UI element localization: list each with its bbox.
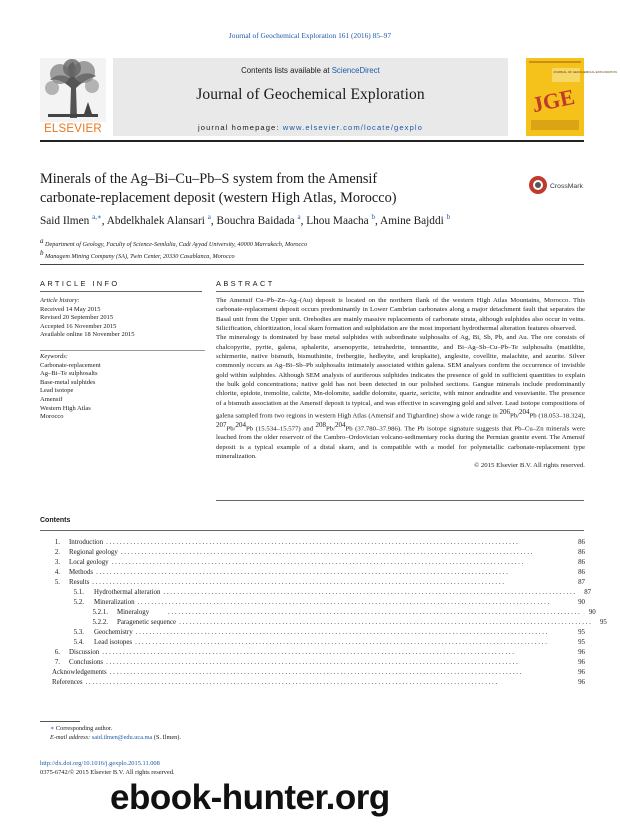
toc-row[interactable] [40, 638, 585, 648]
toc-page: 86 [578, 559, 585, 566]
toc-row[interactable] [40, 658, 585, 668]
toc-leader-dots: . . . . . . . . . . . . . . . . . . . . . . . . . . . . . . . . . . . . . . . . . . . . . . . . . . . . . . . . . . . . . . . . . . . . . . . . . . . . . . . . . . . . . . . . . . . . . . . . . . . . . . . . . . . . . . . . . . . . . . . . [135, 639, 547, 646]
toc-row[interactable] [40, 548, 585, 558]
toc-title: Results [69, 579, 90, 586]
author-affil-sup[interactable]: a [297, 213, 301, 221]
toc-row[interactable] [40, 598, 585, 608]
keywords [40, 350, 205, 422]
article-title-line2: carbonate-replacement deposit (western High Atlas, Morocco) [40, 189, 397, 206]
toc-row[interactable] [40, 578, 585, 588]
author: Bouchra Baidada $^a$, [216, 213, 304, 227]
toc-row[interactable] [40, 648, 585, 658]
toc-row[interactable] [40, 618, 607, 628]
toc-title: Hydrothermal alteration [94, 589, 161, 596]
toc-leader-dots: . . . . . . . . . . . . . . . . . . . . . . . . . . . . . . . . . . . . . . . . . . . . . . . . . . . . . . . . . . . . . . . . . . . . . . . . . . . . . . . . . . . . . . . . . . . . . . . . . . . . . . . . . . . . . . . . . . . . . . . . [109, 669, 522, 676]
article-title-line1: Minerals of the Ag–Bi–Cu–Pb–S system from the Amensif [40, 171, 378, 187]
toc-title: Geochemistry [94, 629, 133, 636]
header-rule [40, 140, 584, 142]
toc-page: 95 [599, 619, 607, 626]
toc-page: 86 [578, 569, 585, 576]
abstract-paragraph-1: The Amensif Cu–Pb–Zn–Ag–(Au) deposit is located on the northern flank of the western High Atlas Mountains, Morocco. This carbonate-replacement deposit occurs predominantly in Lower Cambrian carbonates along a major detachment fault that separates the Basal unit from the Upper unit. Orebodies are mainly massive replacements of carbonate strata, although sulphides also occur in veins. Silicification, chloritization, local skarn formation and sulphidation are the most important hydrothermal alteration features observed. [216, 297, 585, 333]
author: Said Ilmen $^{a,∗}$, [40, 213, 105, 227]
toc-leader-dots: . . . . . . . . . . . . . . . . . . . . . . . . . . . . . . . . . . . . . . . . . . . . . . . . . . . . . . . . . . . . . . . . . . . . . . . . . . . . . . . . . . . . . . . . . . . . . . . . . . . . . . . . . . . . . . . . . . . . . . . . [106, 659, 518, 666]
keyword: Lead isotope [40, 387, 74, 395]
keyword: Morocco [40, 413, 64, 421]
affiliation-a: $^a$ Department of Geology, Faculty of Science-Semlalia, Cadi Ayyad University, 40000 Marrakech, Morocco [40, 237, 308, 249]
toc-number: 5.4. [73, 639, 84, 646]
footnote-marker: ∗ [50, 725, 55, 732]
toc-leader-dots: . . . . . . . . . . . . . . . . . . . . . . . . . . . . . . . . . . . . . . . . . . . . . . . . . . . . . . . . . . . . . . . . . . . . . . . . . . . . . . . . . . . . . . . . . . . . . . . . . . . . . . . . . . . . . . . . . . . . . . . . [168, 609, 580, 616]
abstract-body [216, 296, 585, 471]
contents-rule [40, 530, 584, 531]
toc-row[interactable] [40, 628, 585, 638]
email-link[interactable]: said.ilmen@edu.uca.ma [91, 734, 153, 741]
elsevier-tree-icon [40, 58, 106, 122]
author-affil-sup[interactable]: a [207, 213, 211, 221]
toc-page: 95 [578, 639, 585, 646]
issn-line: 0375-6742/© 2015 Elsevier B.V. All rights reserved. [40, 768, 175, 776]
elsevier-wordmark: ELSEVIER [44, 123, 102, 135]
toc-leader-dots: . . . . . . . . . . . . . . . . . . . . . . . . . . . . . . . . . . . . . . . . . . . . . . . . . . . . . . . . . . . . . . . . . . . . . . . . . . . . . . . . . . . . . . . . . . . . . . . . . . . . . . . . . . . . . . . . . . . . . . . . [106, 539, 518, 546]
elsevier-logo[interactable] [40, 58, 106, 140]
author: Abdelkhalek Alansari $^a$, [106, 213, 214, 227]
article-info-rule [40, 291, 202, 292]
toc-page: 87 [578, 579, 585, 586]
toc-title: Introduction [69, 539, 104, 546]
doi-block [40, 760, 175, 778]
cover-mark: JGE [529, 83, 577, 118]
toc-title: Paragenetic sequence [117, 619, 177, 626]
toc-page: 90 [588, 609, 596, 616]
journal-title: Journal of Geochemical Exploration [196, 86, 425, 103]
author-affil-sup[interactable]: b [446, 213, 451, 221]
toc-number: 5.2. [73, 599, 84, 606]
toc-title: Conclusions [69, 659, 104, 666]
keywords-label: Keywords: [40, 353, 68, 360]
homepage-link[interactable]: www.elsevier.com/locate/gexplo [282, 123, 424, 132]
toc-leader-dots: . . . . . . . . . . . . . . . . . . . . . . . . . . . . . . . . . . . . . . . . . . . . . . . . . . . . . . . . . . . . . . . . . . . . . . . . . . . . . . . . . . . . . . . . . . . . . . . . . . . . . . . . . . . . . . . . . . . . . . . . [96, 569, 508, 576]
toc-number: 6. [54, 649, 60, 656]
affiliations [40, 237, 580, 261]
journal-homepage-line [113, 123, 508, 132]
toc-leader-dots: . . . . . . . . . . . . . . . . . . . . . . . . . . . . . . . . . . . . . . . . . . . . . . . . . . . . . . . . . . . . . . . . . . . . . . . . . . . . . . . . . . . . . . . . . . . . . . . . . . . . . . . . . . . . . . . . . . . . . . . . [120, 549, 533, 556]
watermark: ebook-hunter.org [110, 778, 390, 817]
toc-leader-dots: . . . . . . . . . . . . . . . . . . . . . . . . . . . . . . . . . . . . . . . . . . . . . . . . . . . . . . . . . . . . . . . . . . . . . . . . . . . . . . . . . . . . . . . . . . . . . . . . . . . . . . . . . . . . . . . . . . . . . . . . [179, 619, 591, 626]
abstract-heading: ABSTRACT [216, 279, 275, 288]
email-note: E-mail address: said.ilmen@edu.uca.ma (S. Ilmen). [50, 734, 181, 741]
toc-page: 96 [578, 659, 585, 666]
toc-title: Local geology [69, 559, 109, 566]
toc-number: 4. [54, 569, 60, 576]
table-of-contents [40, 538, 607, 688]
toc-number: 5.3. [73, 629, 84, 636]
toc-leader-dots: . . . . . . . . . . . . . . . . . . . . . . . . . . . . . . . . . . . . . . . . . . . . . . . . . . . . . . . . . . . . . . . . . . . . . . . . . . . . . . . . . . . . . . . . . . . . . . . . . . . . . . . . . . . . . . . . . . . . . . . . [92, 579, 505, 586]
toc-number: 5.2.1. [92, 609, 108, 616]
author-list [40, 213, 580, 227]
toc-page: 86 [578, 549, 585, 556]
contents-available-line [113, 66, 508, 75]
toc-row[interactable] [40, 608, 596, 618]
contents-heading: Contents [40, 517, 71, 524]
toc-leader-dots: . . . . . . . . . . . . . . . . . . . . . . . . . . . . . . . . . . . . . . . . . . . . . . . . . . . . . . . . . . . . . . . . . . . . . . . . . . . . . . . . . . . . . . . . . . . . . . . . . . . . . . . . . . . . . . . . . . . . . . . . [102, 649, 514, 656]
keyword: Amensif [40, 395, 63, 403]
toc-leader-dots: . . . . . . . . . . . . . . . . . . . . . . . . . . . . . . . . . . . . . . . . . . . . . . . . . . . . . . . . . . . . . . . . . . . . . . . . . . . . . . . . . . . . . . . . . . . . . . . . . . . . . . . . . . . . . . . . . . . . . . . . [135, 629, 548, 636]
footnote-rule [40, 721, 80, 722]
abstract-bottom-rule [216, 500, 584, 501]
toc-number: 3. [54, 559, 60, 566]
toc-number: 1. [54, 539, 60, 546]
toc-page: 87 [584, 589, 592, 596]
sciencedirect-link[interactable]: ScienceDirect [331, 66, 380, 75]
article-history [40, 297, 205, 340]
toc-title: Methods [69, 569, 94, 576]
toc-number: 2. [54, 549, 60, 556]
toc-title: Mineralogy [117, 609, 150, 616]
article-title [40, 170, 490, 207]
toc-row[interactable] [40, 568, 585, 578]
doi-link[interactable]: http://dx.doi.org/10.1016/j.gexplo.2015.11.008 [40, 760, 160, 767]
author-affil-sup[interactable]: a, [92, 213, 97, 221]
author: Amine Bajddi $^b$ [380, 213, 451, 227]
toc-row[interactable] [40, 558, 585, 568]
toc-title: References [52, 679, 83, 686]
article-info-heading: ARTICLE INFO [40, 279, 120, 288]
crossmark-icon [528, 174, 588, 196]
toc-row[interactable] [40, 588, 592, 598]
toc-page: 96 [578, 669, 585, 676]
crossmark-label: CrossMark [550, 183, 583, 190]
toc-number: 7. [54, 659, 60, 666]
toc-page: 95 [578, 629, 585, 636]
toc-leader-dots: . . . . . . . . . . . . . . . . . . . . . . . . . . . . . . . . . . . . . . . . . . . . . . . . . . . . . . . . . . . . . . . . . . . . . . . . . . . . . . . . . . . . . . . . . . . . . . . . . . . . . . . . . . . . . . . . . . . . . . . . [163, 589, 576, 596]
author: Lhou Maacha $^b$, [306, 213, 378, 227]
affiliation-b: $^b$ Managem Mining Company (SA), Twin Center, 20330 Casablanca, Morocco [40, 249, 235, 261]
corresponding-author-note: ∗ Corresponding author. [50, 725, 113, 732]
toc-number: 5. [54, 579, 60, 586]
journal-reference[interactable]: Journal of Geochemical Exploration 161 (2016) 85–97 [228, 31, 392, 40]
history-received: Received 14 May 2015 [40, 305, 101, 313]
abstract-rule [216, 291, 584, 292]
toc-number: 5.2.2. [92, 619, 108, 626]
toc-page: 86 [578, 539, 585, 546]
corresponding-author-star[interactable]: ∗ [96, 213, 102, 221]
toc-title: Mineralization [94, 599, 135, 606]
abstract-paragraph-2: The mineralogy is dominated by base metal sulphides with subordinate sulphosalts of Ag, Bi, Sb, Pb, and Au. The ore consists of chalcopyrite, pyrite, galena, sphalerite, arsenopyrite, tetrahedrite, tennantite, and Bi–Ag–Sb–Cu–Pb–Te sulphosalts (matildite, schirmerite, native bismuth, bismuthinite, freibergite, hedleyite, and krupkaite), anglesite, covellite, malachite, and azurite. Silver commonly occurs as Ag–Bi–Sb–Pb sulphosalts intimately associated within galena. SEM analyses confirm the occurrence of invisible gold within sulphides. Although SEM analysis of auriferous sulphides indicates the presence of gold in sufficient quantities to explain the bulk gold concentrations; native gold has not been detected in our polished sections. Gangue minerals include predominantly chlorite, epidote, tremolite, calcite, Mn-dolomite, saddle dolomite, quartz, sericite, with minor andradite and vesuvianite. The presence of a bismuth association at the Amensif deposit is typical, and was effective in scavenging gold and silver. Lead isotope compositions of galena sampled from two regions in western High Atlas (Amensif and Tighardine) show a wide range in $^{206}$Pb/$^{204}$Pb (18.053–18.324), $^{207}$Pb/$^{204}$Pb (15.534–15.577) and $^{208}$Pb/$^{204}$Pb (37.780–37.986). The Pb isotope signature suggests that Pb–Cu–Zn minerals were leached from the older reservoir of the Cambro–Ordovician volcano-sedimentary rocks during the Permian granite event. The Amensif deposit is a typical example of a distal skarn, and is compatible with a model for polymetallic carbonate-replacement type mineralization. [216, 334, 586, 460]
toc-title: Discussion [69, 649, 100, 656]
toc-title: Lead isotopes [94, 639, 133, 646]
toc-row[interactable] [40, 538, 585, 548]
cover-text: JOURNAL OF GEOCHEMICAL EXPLORATION [553, 70, 617, 74]
footnote [50, 724, 450, 742]
keyword: Ag–Bi–Te sulphosalts [40, 370, 98, 378]
keyword: Carbonate-replacement [40, 361, 101, 369]
toc-title: Regional geology [69, 549, 118, 556]
toc-page: 96 [578, 679, 585, 686]
toc-leader-dots: . . . . . . . . . . . . . . . . . . . . . . . . . . . . . . . . . . . . . . . . . . . . . . . . . . . . . . . . . . . . . . . . . . . . . . . . . . . . . . . . . . . . . . . . . . . . . . . . . . . . . . . . . . . . . . . . . . . . . . . . [111, 559, 524, 566]
toc-number: 5.1. [73, 589, 84, 596]
toc-page: 90 [578, 599, 585, 606]
toc-page: 96 [578, 649, 585, 656]
homepage-prefix: journal homepage: [197, 123, 283, 132]
keyword: Base-metal sulphides [40, 378, 96, 386]
crossmark-badge[interactable] [528, 174, 588, 196]
toc-leader-dots: . . . . . . . . . . . . . . . . . . . . . . . . . . . . . . . . . . . . . . . . . . . . . . . . . . . . . . . . . . . . . . . . . . . . . . . . . . . . . . . . . . . . . . . . . . . . . . . . . . . . . . . . . . . . . . . . . . . . . . . . [85, 679, 498, 686]
contents-prefix: Contents lists available at [241, 66, 332, 75]
history-accepted: Accepted 16 November 2015 [40, 322, 117, 330]
history-online: Available online 18 November 2015 [40, 331, 135, 339]
keyword: Western High Atlas [40, 404, 91, 412]
toc-row[interactable] [40, 678, 585, 688]
copyright-notice: © 2015 Elsevier B.V. All rights reserved. [474, 462, 585, 470]
history-label: Article history: [40, 297, 80, 304]
journal-cover-art [526, 58, 617, 136]
toc-title: Acknowledgements [52, 669, 107, 676]
masthead [0, 58, 620, 138]
section-rule [40, 264, 584, 265]
history-revised: Revised 20 September 2015 [40, 314, 114, 322]
journal-cover[interactable] [526, 58, 617, 136]
author-affil-sup[interactable]: b [371, 213, 375, 221]
toc-row[interactable] [40, 668, 585, 678]
toc-leader-dots: . . . . . . . . . . . . . . . . . . . . . . . . . . . . . . . . . . . . . . . . . . . . . . . . . . . . . . . . . . . . . . . . . . . . . . . . . . . . . . . . . . . . . . . . . . . . . . . . . . . . . . . . . . . . . . . . . . . . . . . . [137, 599, 550, 606]
